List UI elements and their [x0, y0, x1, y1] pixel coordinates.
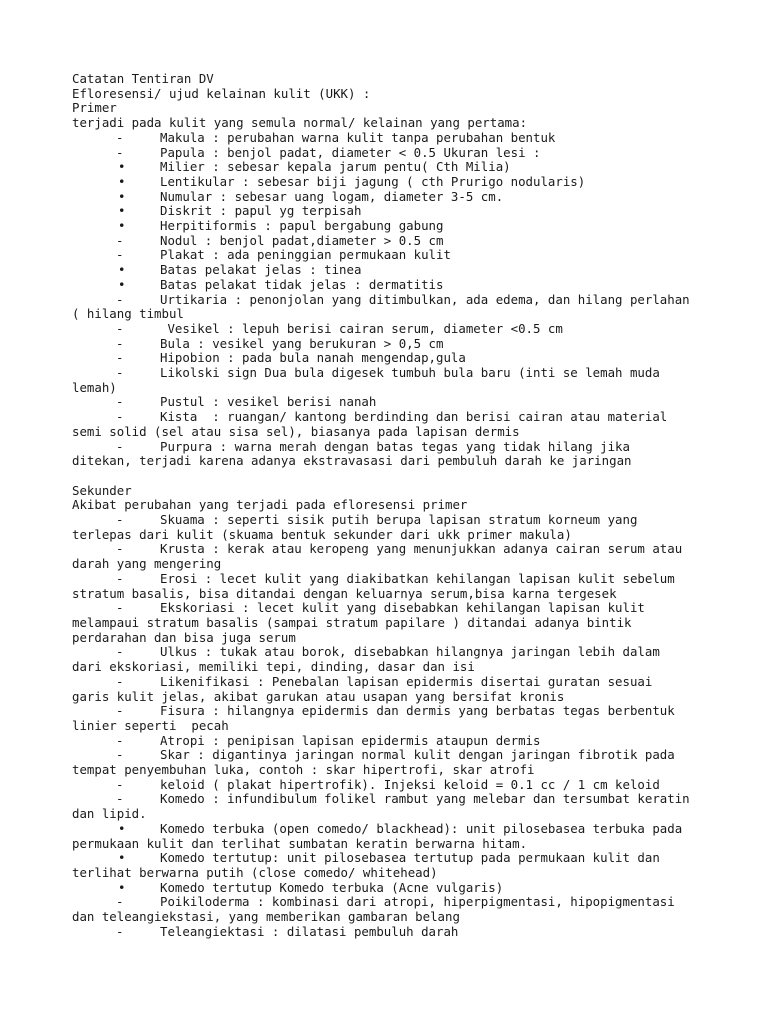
- list-item-text: Herpitiformis : papul bergabung gabung: [160, 218, 444, 234]
- list-item-text: Hipobion : pada bula nanah mengendap,gula: [160, 350, 466, 366]
- bullet-marker: •: [118, 276, 126, 292]
- list-item: [72, 160, 708, 175]
- list-item: [72, 440, 708, 455]
- list-item: [72, 293, 708, 308]
- dash-marker: -: [116, 570, 124, 586]
- list-item: [72, 542, 708, 557]
- list-item: [72, 704, 708, 719]
- dash-marker: -: [116, 673, 124, 689]
- list-item-continuation: ditekan, terjadi karena adanya ekstravasasi dari pembuluh darah ke jaringan: [72, 453, 632, 469]
- list-item: [72, 146, 708, 161]
- dash-marker: -: [116, 923, 124, 939]
- dash-marker: -: [116, 320, 124, 336]
- dash-marker: -: [116, 335, 124, 351]
- list-item: [72, 572, 708, 587]
- list-item: [72, 513, 708, 528]
- list-item: [72, 234, 708, 249]
- sekunder-heading: Sekunder: [72, 482, 132, 498]
- list-item-text: Batas pelakat jelas : tinea: [160, 262, 362, 278]
- list-item: [72, 322, 708, 337]
- list-item-text: Urtikaria : penonjolan yang ditimbulkan, ada edema, dan hilang perlahan: [160, 291, 690, 307]
- list-item-text: Purpura : warna merah dengan batas tegas yang tidak hilang jika: [160, 438, 630, 454]
- dash-marker: -: [116, 600, 124, 616]
- list-item-continuation: garis kulit jelas, akibat garukan atau usapan yang bersifat kronis: [72, 688, 565, 704]
- dash-marker: -: [116, 394, 124, 410]
- dash-marker: -: [116, 541, 124, 557]
- dash-marker: -: [116, 703, 124, 719]
- dash-marker: -: [116, 512, 124, 528]
- dash-marker: -: [116, 644, 124, 660]
- dash-marker: -: [116, 791, 124, 807]
- list-item-text: Komedo tertutup: unit pilosebasea tertutup pada permukaan kulit dan: [160, 850, 660, 866]
- bullet-marker: •: [118, 173, 126, 189]
- list-item-continuation: terlihat berwarna putih (close comedo/ whitehead): [72, 864, 438, 880]
- dash-marker: -: [116, 291, 124, 307]
- list-item: [72, 219, 708, 234]
- list-item-text: Diskrit : papul yg terpisah: [160, 203, 362, 219]
- dash-marker: -: [116, 776, 124, 792]
- list-item: [72, 204, 708, 219]
- list-item: [72, 278, 708, 293]
- list-item-text: Skuama : seperti sisik putih berupa lapisan stratum korneum yang: [160, 512, 638, 528]
- list-item: [72, 645, 708, 660]
- list-item-continuation: linier seperti pecah: [72, 717, 229, 733]
- bullet-marker: •: [118, 159, 126, 175]
- list-item-continuation: stratum basalis, bisa ditandai dengan keluarnya serum,bisa karna tergesek: [72, 585, 617, 601]
- list-item: [72, 351, 708, 366]
- list-item-continuation: dan lipid.: [72, 806, 147, 822]
- list-item-text: Krusta : kerak atau keropeng yang menunjukkan adanya cairan serum atau: [160, 541, 683, 557]
- dash-marker: -: [116, 247, 124, 263]
- list-item-continuation: tempat penyembuhan luka, contoh : skar hipertrofi, skar atrofi: [72, 762, 535, 778]
- list-item: [72, 337, 708, 352]
- dash-marker: -: [116, 129, 124, 145]
- list-item-text: Lentikular : sebesar biji jagung ( cth Prurigo nodularis): [160, 173, 586, 189]
- dash-marker: -: [116, 438, 124, 454]
- dash-marker: -: [116, 747, 124, 763]
- list-item-text: Komedo : infundibulum folikel rambut yang melebar dan tersumbat keratin: [160, 791, 690, 807]
- list-item-continuation: lemah): [72, 379, 117, 395]
- list-item-text: Fisura : hilangnya epidermis dan dermis yang berbatas tegas berbentuk: [160, 703, 675, 719]
- list-item-continuation: terlepas dari kulit (skuama bentuk sekunder dari ukk primer makula): [72, 526, 572, 542]
- section-gap: [72, 469, 708, 484]
- list-item-text: Skar : digantinya jaringan normal kulit dengan jaringan fibrotik pada: [160, 747, 675, 763]
- list-item-text: Poikiloderma : kombinasi dari atropi, hiperpigmentasi, hipopigmentasi: [160, 894, 675, 910]
- primer-heading: Primer: [72, 100, 117, 116]
- list-item: [72, 925, 708, 940]
- sekunder-list: [72, 513, 708, 939]
- primer-intro: terjadi pada kulit yang semula normal/ kelainan yang pertama:: [72, 115, 528, 131]
- list-item-text: Ekskoriasi : lecet kulit yang disebabkan kehilangan lapisan kulit: [160, 600, 645, 616]
- list-item: [72, 248, 708, 263]
- list-item-text: Bula : vesikel yang berukuran > 0,5 cm: [160, 335, 444, 351]
- bullet-marker: •: [118, 218, 126, 234]
- bullet-marker: •: [118, 820, 126, 836]
- list-item-text: Likenifikasi : Penebalan lapisan epidermis disertai guratan sesuai: [160, 673, 653, 689]
- list-item: [72, 851, 708, 866]
- list-item: [72, 748, 708, 763]
- dash-marker: -: [116, 350, 124, 366]
- document-title: Catatan Tentiran DV: [72, 71, 214, 86]
- list-item-text: Pustul : vesikel berisi nanah: [160, 394, 377, 410]
- list-item: [72, 190, 708, 205]
- bullet-marker: •: [118, 879, 126, 895]
- dash-marker: -: [116, 365, 124, 381]
- list-item-text: Erosi : lecet kulit yang diakibatkan kehilangan lapisan kulit sebelum: [160, 570, 675, 586]
- list-item-text: Makula : perubahan warna kulit tanpa perubahan bentuk: [160, 129, 556, 145]
- list-item-text: Numular : sebesar uang logam, diameter 3-5 cm.: [160, 188, 504, 204]
- list-item-continuation: permukaan kulit dan terlihat sumbatan keratin berwarna hitam.: [72, 835, 528, 851]
- list-item: [72, 410, 708, 425]
- list-item-continuation: dan teleangiekstasi, yang memberikan gambaran belang: [72, 909, 460, 925]
- list-item-text: Teleangiektasi : dilatasi pembuluh darah: [160, 923, 459, 939]
- list-item: [72, 881, 708, 896]
- dash-marker: -: [116, 894, 124, 910]
- list-item: [72, 895, 708, 910]
- dash-marker: -: [116, 732, 124, 748]
- list-item-text: Papula : benjol padat, diameter < 0.5 Ukuran lesi :: [160, 144, 541, 160]
- list-item: [72, 675, 708, 690]
- list-item: [72, 175, 708, 190]
- list-item: [72, 263, 708, 278]
- list-item: [72, 601, 708, 616]
- document-subtitle: Efloresensi/ ujud kelainan kulit (UKK) :: [72, 85, 371, 101]
- list-item-text: Komedo tertutup Komedo terbuka (Acne vulgaris): [160, 879, 504, 895]
- list-item-text: Nodul : benjol padat,diameter > 0.5 cm: [160, 232, 444, 248]
- bullet-marker: •: [118, 262, 126, 278]
- list-item-continuation: melampaui stratum basalis (sampai stratum papilare ) ditandai adanya bintik perdarahan dan bisa juga serum: [72, 615, 632, 645]
- list-item: [72, 792, 708, 807]
- list-item-text: Likolski sign Dua bula digesek tumbuh bula baru (inti se lemah muda: [160, 365, 660, 381]
- list-item-text: Atropi : penipisan lapisan epidermis ataupun dermis: [160, 732, 541, 748]
- list-item-text: Ulkus : tukak atau borok, disebabkan hilangnya jaringan lebih dalam: [160, 644, 660, 660]
- bullet-marker: •: [118, 188, 126, 204]
- list-item: [72, 131, 708, 146]
- list-item: [72, 366, 708, 381]
- list-item-text: Komedo terbuka (open comedo/ blackhead): unit pilosebasea terbuka pada: [160, 820, 683, 836]
- list-item-continuation: semi solid (sel atau sisa sel), biasanya pada lapisan dermis: [72, 423, 520, 439]
- list-item-text: Batas pelakat tidak jelas : dermatitis: [160, 276, 444, 292]
- list-item-text: Plakat : ada peninggian permukaan kulit: [160, 247, 451, 263]
- dash-marker: -: [116, 232, 124, 248]
- list-item-text: Vesikel : lepuh berisi cairan serum, diameter <0.5 cm: [160, 320, 563, 336]
- dash-marker: -: [116, 409, 124, 425]
- list-item-continuation: ( hilang timbul: [72, 306, 184, 322]
- list-item: [72, 734, 708, 749]
- primer-list: [72, 131, 708, 469]
- list-item-continuation: darah yang mengering: [72, 556, 222, 572]
- list-item-text: Kista : ruangan/ kantong berdinding dan berisi cairan atau material: [160, 409, 668, 425]
- dash-marker: -: [116, 144, 124, 160]
- bullet-marker: •: [118, 203, 126, 219]
- bullet-marker: •: [118, 850, 126, 866]
- sekunder-intro: Akibat perubahan yang terjadi pada efloresensi primer: [72, 497, 468, 513]
- list-item: [72, 822, 708, 837]
- list-item: [72, 395, 708, 410]
- list-item: [72, 778, 708, 793]
- list-item-text: keloid ( plakat hipertrofik). Injeksi keloid = 0.1 cc / 1 cm keloid: [160, 776, 660, 792]
- list-item-text: Milier : sebesar kepala jarum pentu( Cth Milia): [160, 159, 511, 175]
- list-item-continuation: dari ekskoriasi, memiliki tepi, dinding, dasar dan isi: [72, 659, 475, 675]
